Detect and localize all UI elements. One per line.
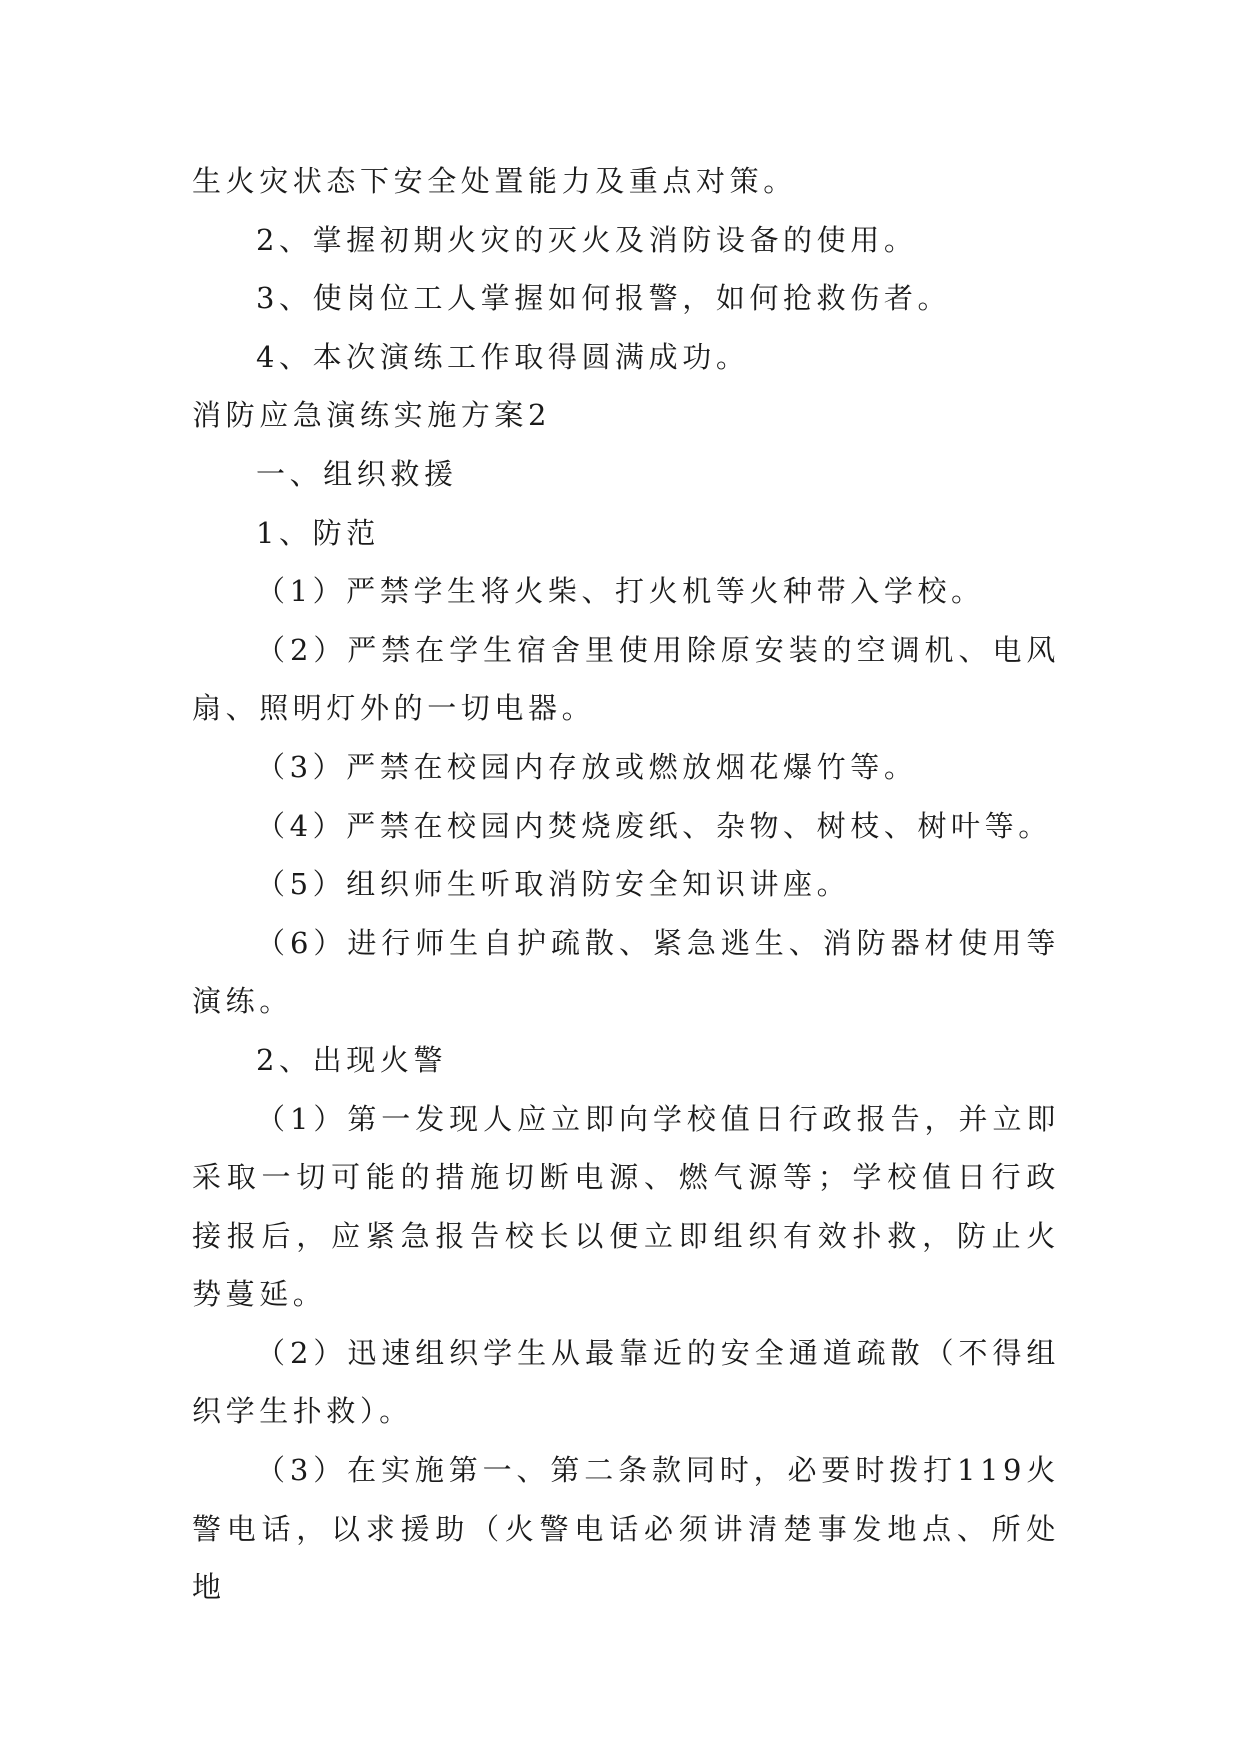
document-body [192,152,1060,1617]
paragraph-continuation: 生火灾状态下安全处置能力及重点对策。 [192,164,797,198]
section-heading-organize-rescue: 一、组织救援 [256,456,458,491]
section-title: 消防应急演练实施方案2 [192,398,552,433]
paragraph-item-2: 2、掌握初期火灾的灭火及消防设备的使用。 [256,222,918,257]
rule-item-3: （3）严禁在校园内存放或燃放烟花爆竹等。 [256,749,918,784]
alarm-item-1: （1）第一发现人应立即向学校值日行政报告，并立即采取一切可能的措施切断电源、燃气源等；学校值日行政接报后，应紧急报告校长以便立即组织有效扑救，防止火势蔓延。 [192,1101,1060,1312]
rule-item-1: （1）严禁学生将火柴、打火机等火种带入学校。 [256,574,985,609]
rule-item-2: （2）严禁在学生宿舍里使用除原安装的空调机、电风扇、照明灯外的一切电器。 [192,632,1060,726]
rule-item-6: （6）进行师生自护疏散、紧急逃生、消防器材使用等演练。 [192,925,1060,1019]
paragraph-item-3: 3、使岗位工人掌握如何报警，如何抢救伤者。 [256,281,952,316]
rule-item-5: （5）组织师生听取消防安全知识讲座。 [256,867,851,902]
subheading-fire-alarm: 2、出现火警 [256,1042,448,1077]
paragraph-item-4: 4、本次演练工作取得圆满成功。 [256,339,750,374]
subheading-prevention: 1、防范 [256,515,380,550]
alarm-item-2: （2）迅速组织学生从最靠近的安全通道疏散（不得组织学生扑救）。 [192,1335,1060,1429]
rule-item-4: （4）严禁在校园内焚烧废纸、杂物、树枝、树叶等。 [256,808,1052,843]
alarm-item-3: （3）在实施第一、第二条款同时，必要时拨打119火警电话，以求援助（火警电话必须讲清楚事发地点、所处地 [192,1453,1060,1605]
